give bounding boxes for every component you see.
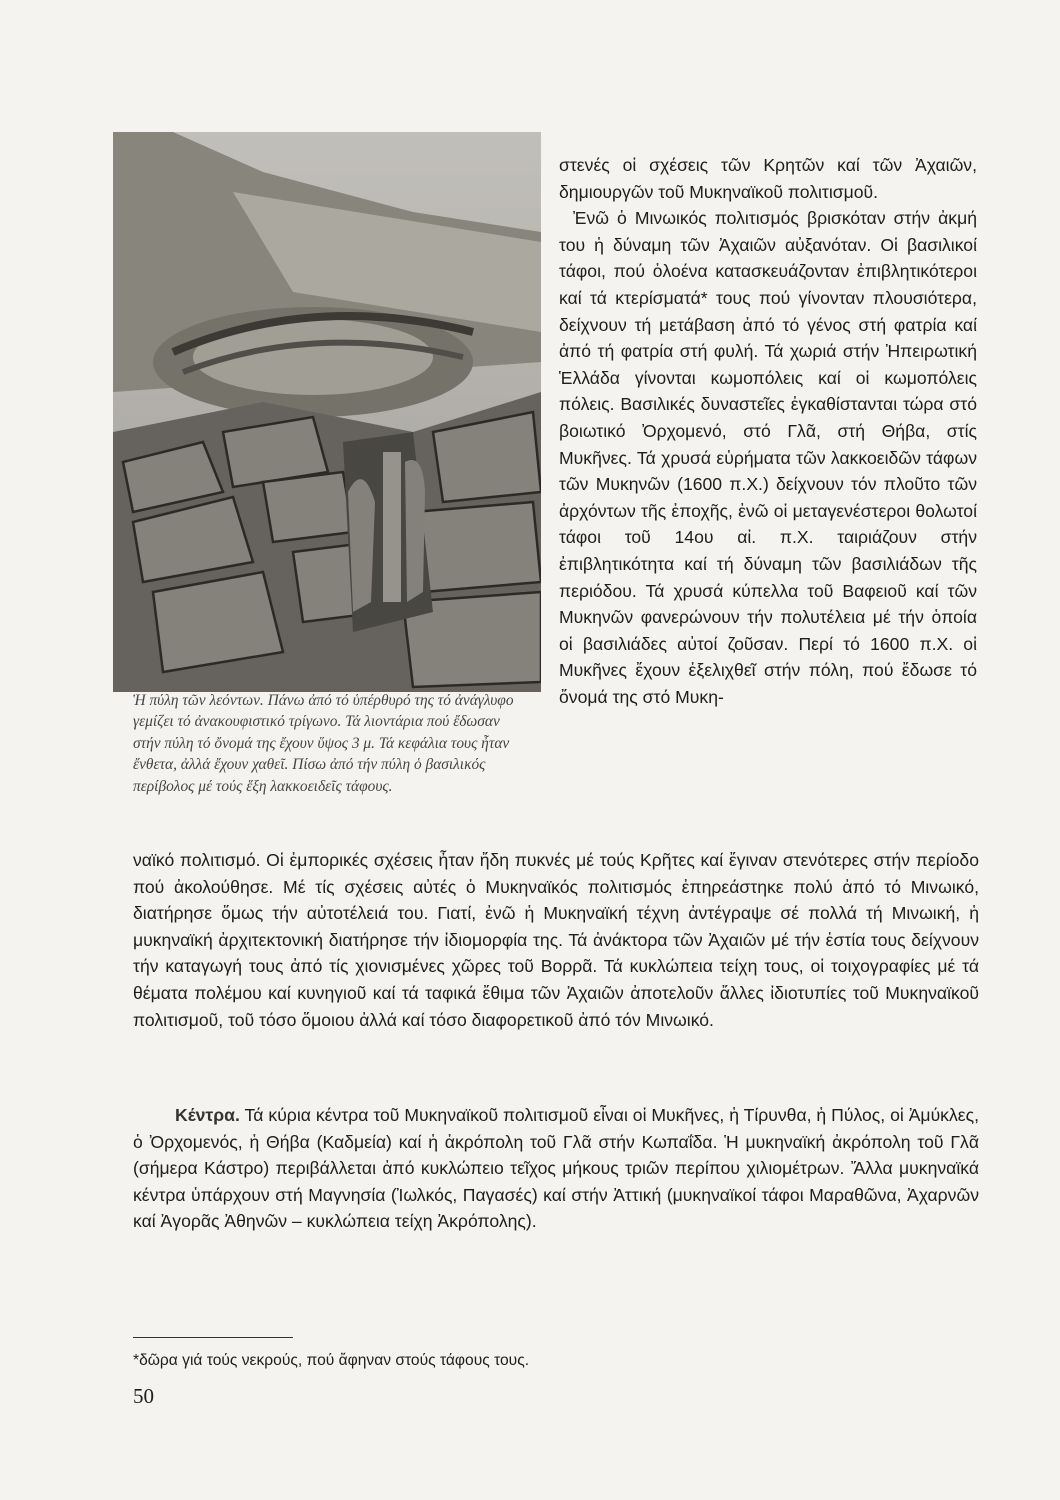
kentra-text: Τά κύρια κέντρα τοῦ Μυκηναϊκοῦ πολιτισμοῦ εἶναι οἱ Μυκῆνες, ἡ Τίρυνθα, ἡ Πύλος, οἱ Ἀμύκλες, ὁ Ὀρχομενός, ἡ Θήβα (Καδμεία) καί ἡ ἀκρόπολη τοῦ Γλᾶ στήν Κωπαΐδα. Ἡ μυκηναϊκή ἀκρόπολη τοῦ Γλᾶ (σήμερα Κάστρο) περιβάλλεται ἀπό κυκλώπειο τεῖχος μήκους τριῶν περίπου χιλιομέτρων. Ἄλλα μυκηναϊκά κέντρα ὑπάρχουν στή Μαγνησία (Ἰωλκός, Παγασές) καί στήν Ἀττική (μυκηναϊκοί τάφοι Μαραθῶνα, Ἀχαρνῶν καί Ἀγορᾶς Ἀθηνῶν – κυκλώπεια τείχη Ἀκρόπολης). bbox=[133, 1105, 979, 1232]
page-number: 50 bbox=[133, 1384, 154, 1408]
paragraph: Ἐνῶ ὁ Μινωικός πολιτισμός βρισκόταν στήν ἀκμή του ἡ δύναμη τῶν Ἀχαιῶν αὐξανόταν. Οἱ βασιλικοί τάφοι, πού ὁλοένα κατασκευάζονταν ἐπιβλητικότεροι καί τά κτερίσματά* τους πού γίνονταν πλουσιότερα, δείχνουν τή μετάβαση ἀπό τό γένος στή φατρία καί ἀπό τή φατρία στή φυλή. Τά χωριά στήν Ἠπειρωτική Ἑλλάδα γίνονται κωμοπόλεις καί οἱ κωμοπόλεις πόλεις. Βασιλικές δυναστεῖες ἐγκαθίστανται τώρα στό βοιωτικό Ὀρχομενό, στό Γλᾶ, στή Θήβα, στίς Μυκῆνες. Τά χρυσά εὑρήματα τῶν λακκοειδῶν τάφων τῶν Μυκηνῶν (1600 π.Χ.) δείχνουν τόν πλοῦτο τῶν ἀρχόντων τῆς ἐποχῆς, ἐνῶ οἱ μεταγενέστεροι θολωτοί τάφοι τοῦ 14ου αἰ. π.Χ. ταιριάζουν στήν ἐπιβλητικότητα καί τή δύναμη τῶν βασιλιάδων τῆς περιόδου. Τά χρυσά κύπελλα τοῦ Βαφειοῦ καί τῶν Μυκηνῶν φανερώνουν τήν πολυτέλεια μέ τήν ὁποία οἱ βασιλιάδες αὐτοί ζοῦσαν. Περί τό 1600 π.Χ. οἱ Μυκῆνες ἔχουν ἐξελιχθεῖ στήν πόλη, πού ἔδωσε τό ὄνομά της στό Μυκη- bbox=[559, 208, 977, 707]
paragraph: στενές οἱ σχέσεις τῶν Κρητῶν καί τῶν Ἀχαιῶν, δημιουργῶν τοῦ Μυκηναϊκοῦ πολιτισμοῦ. bbox=[559, 155, 977, 202]
lion-gate-photo bbox=[113, 132, 541, 692]
kentra-paragraph bbox=[133, 1102, 979, 1235]
footnote: *δῶρα γιά τούς νεκρούς, πού ἄφηναν στούς τάφους τους. bbox=[133, 1352, 530, 1369]
section-label: Κέντρα. bbox=[175, 1105, 240, 1125]
footnote-divider bbox=[133, 1337, 293, 1338]
body-paragraph: ναϊκό πολιτισμό. Οἱ ἐμπορικές σχέσεις ἦταν ἤδη πυκνές μέ τούς Κρῆτες καί ἔγιναν στενότερες στήν περίοδο πού ἀκολούθησε. Μέ τίς σχέσεις αὐτές ὁ Μυκηναϊκός πολιτισμός ἐπηρεάστηκε πολύ ἀπό τό Μινωικό, διατήρησε ὅμως τήν αὐτοτέλειά του. Γιατί, ἐνῶ ἡ Μυκηναϊκή τέχνη ἀντέγραψε σέ πολλά τή Μινωική, ἡ μυκηναϊκή ἀρχιτεκτονική διατήρησε τήν ἰδιομορφία της. Τά ἀνάκτορα τῶν Ἀχαιῶν μέ τήν ἑστία τους δείχνουν τήν καταγωγή τους ἀπό τίς χιονισμένες χῶρες τοῦ Βορρᾶ. Τά κυκλώπεια τείχη τους, οἱ τοιχογραφίες μέ τά θέματα πολέμου καί κυνηγιοῦ καί τά ταφικά ἔθιμα τῶν Ἀχαιῶν ἀποτελοῦν ἄλλες ἰδιοτυπίες τοῦ Μυκηναϊκοῦ πολιτισμοῦ, τοῦ τόσο ὅμοιου ἀλλά καί τόσο διαφορετικοῦ ἀπό τόν Μινωικό. bbox=[133, 850, 979, 1030]
photo-caption: Ἡ πύλη τῶν λεόντων. Πάνω ἀπό τό ὑπέρθυρό της τό ἀνάγλυφο γεμίζει τό ἀνακουφιστικό τρίγωνο. Τά λιοντάρια πού ἔδωσαν στήν πύλη τό ὄνομά της ἔχουν ὕψος 3 μ. Τά κεφάλια τους ἦταν ἔνθετα, ἀλλά ἔχουν χαθεῖ. Πίσω ἀπό τήν πύλη ὁ βασιλικός περίβολος μέ τούς ἕξη λακκοειδεῖς τάφους. bbox=[133, 692, 514, 795]
right-column-text bbox=[559, 152, 977, 710]
photo-icon bbox=[113, 132, 541, 692]
